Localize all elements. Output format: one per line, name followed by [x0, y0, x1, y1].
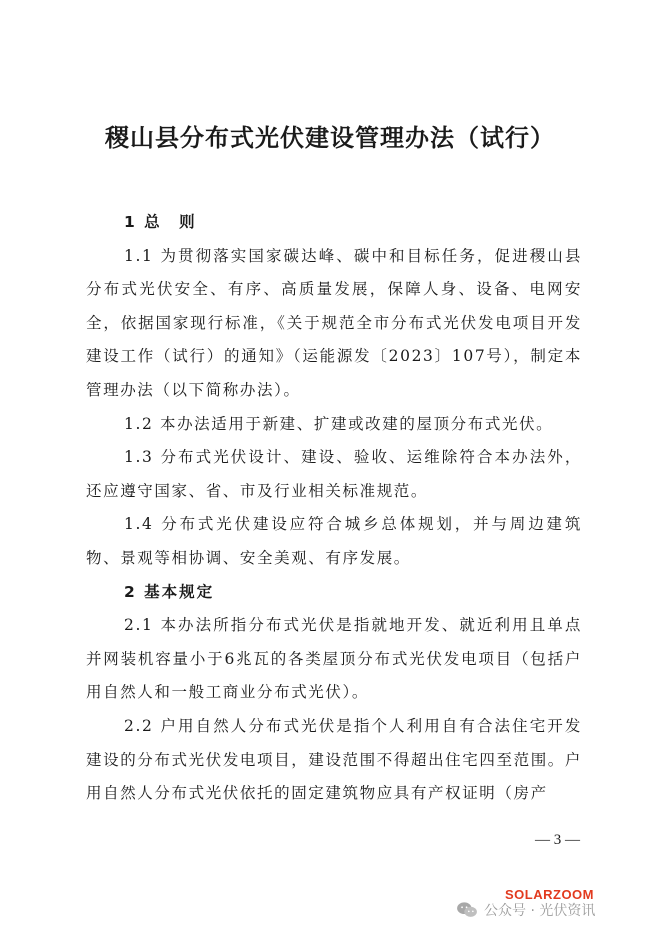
- section-heading: 2 基本规定: [124, 582, 215, 601]
- solarzoom-logo: SOLARZOOM: [505, 887, 594, 902]
- document-title: 稷山县分布式光伏建设管理办法（试行）: [105, 123, 555, 152]
- watermark-text: 公众号 · 光伏资讯: [484, 903, 596, 919]
- paragraph: 1.3 分布式光伏设计、建设、验收、运维除符合本办法外，还应遵守国家、省、市及行业相关标准规范。: [86, 448, 582, 500]
- paragraph: 1.4 分布式光伏建设应符合城乡总体规划，并与周边建筑物、景观等相协调、安全美观、有序发展。: [86, 515, 582, 567]
- paragraph: 2.2 户用自然人分布式光伏是指个人利用自有合法住宅开发建设的分布式光伏发电项目，建设范围不得超出住宅四至范围。户用自然人分布式光伏依托的固定建筑物应具有产权证明（房产: [86, 716, 582, 803]
- paragraph: 1.1 为贯彻落实国家碳达峰、碳中和目标任务，促进稷山县分布式光伏安全、有序、高质量发展，保障人身、设备、电网安全，依据国家现行标准，《关于规范全市分布式光伏发电项目开发建设工作（试行）的通知》（运能源发〔2023〕107号），制定本管理办法（以下简称办法）。: [86, 246, 582, 399]
- paragraph: 2.1 本办法所指分布式光伏是指就地开发、就近利用且单点并网装机容量小于6兆瓦的各类屋顶分布式光伏发电项目（包括户用自然人和一般工商业分布式光伏）。: [86, 616, 582, 702]
- document-body: [86, 206, 582, 811]
- wechat-watermark: [456, 900, 595, 920]
- wechat-icon: [456, 901, 478, 919]
- page-number: — 3 —: [535, 832, 580, 848]
- section-heading: 1 总 则: [124, 213, 197, 231]
- paragraph: 1.2 本办法适用于新建、扩建或改建的屋顶分布式光伏。: [124, 414, 554, 433]
